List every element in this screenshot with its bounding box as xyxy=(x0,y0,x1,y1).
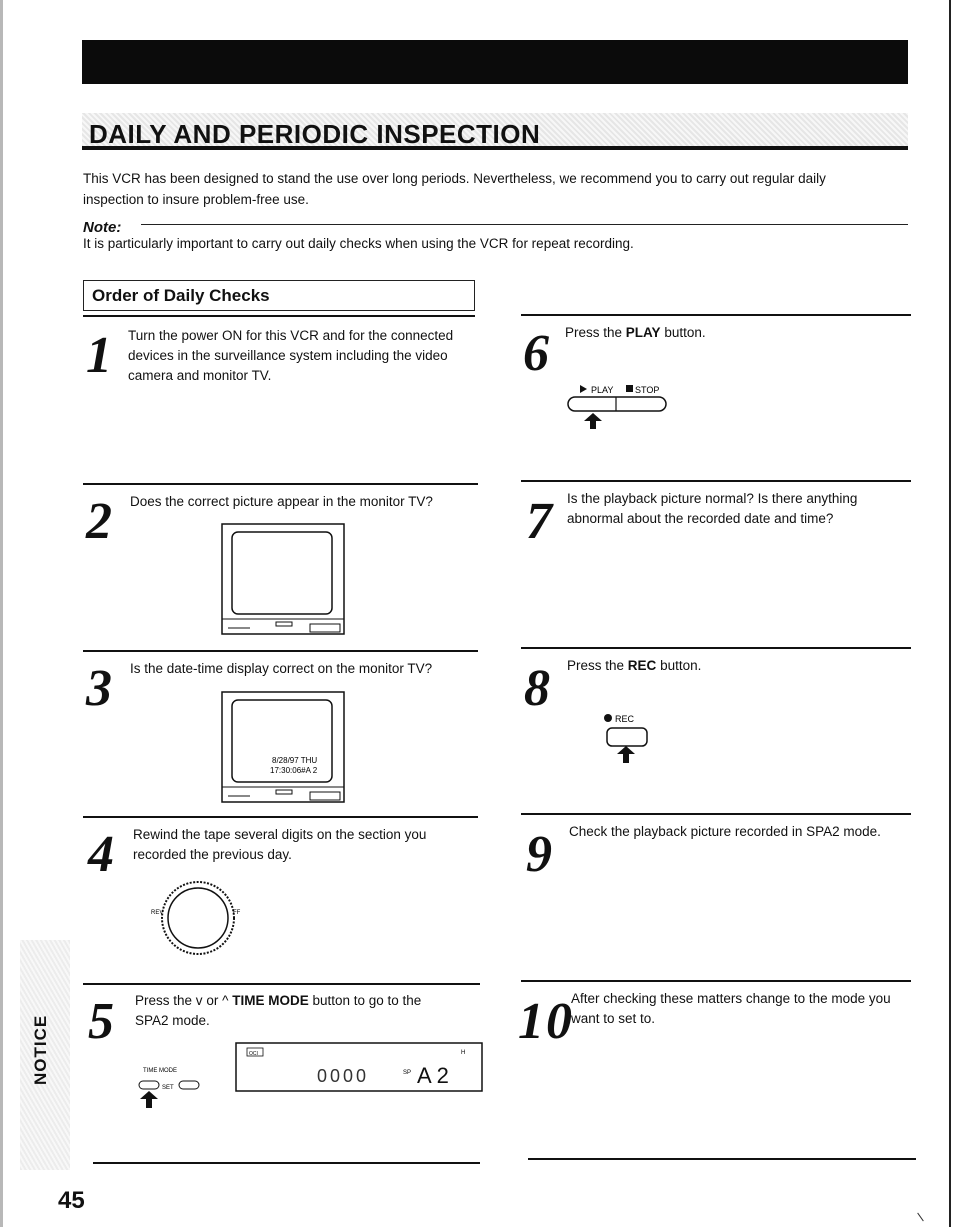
rule-step3-top xyxy=(83,650,478,652)
step-8-number: 8 xyxy=(524,660,550,717)
step-8-text: Press the REC button. xyxy=(567,658,702,673)
rule-step4-top xyxy=(83,816,478,818)
arrow-up-icon xyxy=(617,746,635,763)
screen-date-text: 8/28/97 THU xyxy=(272,756,318,765)
step-7-text: Is the playback picture normal? Is there anything abnormal about the recorded date and time? xyxy=(567,491,858,526)
page-edge-right xyxy=(949,0,951,1227)
step-9-number: 9 xyxy=(526,826,552,883)
header-bar xyxy=(82,40,908,84)
display-mode: A 2 xyxy=(417,1063,449,1088)
play-label: PLAY xyxy=(591,385,614,395)
step-5-number: 5 xyxy=(88,993,114,1050)
section-title: Order of Daily Checks xyxy=(92,286,270,305)
step-10-text: After checking these matters change to the mode you want to set to. xyxy=(571,991,891,1026)
step-4-text: Rewind the tape several digits on the section you recorded the previous day. xyxy=(133,827,427,862)
rec-button-illustration xyxy=(600,710,660,768)
play-icon xyxy=(580,385,587,393)
time-mode-up-button xyxy=(179,1081,199,1089)
note-label: Note: xyxy=(83,219,122,236)
step-6-text: Press the PLAY button. xyxy=(565,325,706,340)
vcr-display-illustration xyxy=(235,1042,485,1094)
corner-mark xyxy=(917,1213,924,1222)
display-badge: OCI xyxy=(249,1051,258,1057)
note-rule xyxy=(141,224,908,225)
rule-step2-top xyxy=(83,483,478,485)
step-4-number: 4 xyxy=(88,826,114,883)
step-9-text: Check the playback picture recorded in SPA2 mode. xyxy=(569,824,881,839)
page-edge-left xyxy=(0,0,3,1227)
dial-ff-label: FF xyxy=(233,910,241,916)
step-2-number: 2 xyxy=(86,493,112,550)
display-sp-label: SP xyxy=(403,1070,412,1076)
screen-time-text: 17:30:06#A 2 xyxy=(270,766,318,775)
rule-bottom-right xyxy=(528,1158,916,1160)
step-1-number: 1 xyxy=(86,327,112,384)
step-3-text: Is the date-time display correct on the monitor TV? xyxy=(130,661,433,676)
time-mode-down-button xyxy=(139,1081,159,1089)
rule-step5-top xyxy=(83,983,480,985)
monitor-tv-illustration xyxy=(220,522,348,640)
jog-dial-illustration xyxy=(148,872,248,964)
rec-dot-icon xyxy=(604,714,612,722)
step-5-text: Press the v or ^ TIME MODE button to go to the SPA2 mode. xyxy=(135,993,422,1028)
intro-paragraph: This VCR has been designed to stand the use over long periods. Nevertheless, we recommend you to carry out regular daily inspection to insure problem-free use. xyxy=(83,171,826,207)
rule-step7-top xyxy=(521,480,911,482)
dial-rev-label: REV xyxy=(151,910,164,916)
display-digits: 0000 xyxy=(317,1066,370,1086)
stop-label: STOP xyxy=(635,385,660,395)
step-10-number: 10 xyxy=(518,993,574,1050)
stop-icon xyxy=(626,385,633,392)
step-3-number: 3 xyxy=(86,660,112,717)
tv-screen xyxy=(232,532,332,614)
step-1-text: Turn the power ON for this VCR and for the connected devices in the surveillance system including the video camera and monitor TV. xyxy=(128,328,454,383)
page-number: 45 xyxy=(58,1187,85,1214)
play-stop-button-body xyxy=(568,397,666,411)
page-title: DAILY AND PERIODIC INSPECTION xyxy=(89,119,541,149)
rec-label: REC xyxy=(615,714,635,724)
monitor-tv-date-illustration xyxy=(220,690,348,808)
rec-button-body xyxy=(607,728,647,746)
arrow-up-icon xyxy=(140,1091,158,1108)
rule-step6-top xyxy=(521,314,911,316)
rule-step9-top xyxy=(521,813,911,815)
play-stop-buttons-illustration xyxy=(560,380,680,432)
rule-step8-top xyxy=(521,647,911,649)
time-mode-control-illustration xyxy=(135,1060,215,1112)
arrow-up-icon xyxy=(584,413,602,429)
step-7-number: 7 xyxy=(526,493,552,550)
rule-step1-top xyxy=(83,315,475,317)
time-mode-label: TIME MODE xyxy=(143,1068,177,1074)
display-h-label: H xyxy=(461,1050,466,1056)
step-6-number: 6 xyxy=(523,325,549,382)
set-label: SET xyxy=(162,1085,174,1091)
note-text: It is particularly important to carry out daily checks when using the VCR for repeat recording. xyxy=(83,236,634,251)
jog-dial-inner xyxy=(168,888,228,948)
rule-step10-top xyxy=(521,980,911,982)
step-2-text: Does the correct picture appear in the monitor TV? xyxy=(130,494,433,509)
notice-side-label: NOTICE xyxy=(31,1014,50,1085)
rule-bottom-left xyxy=(93,1162,480,1164)
